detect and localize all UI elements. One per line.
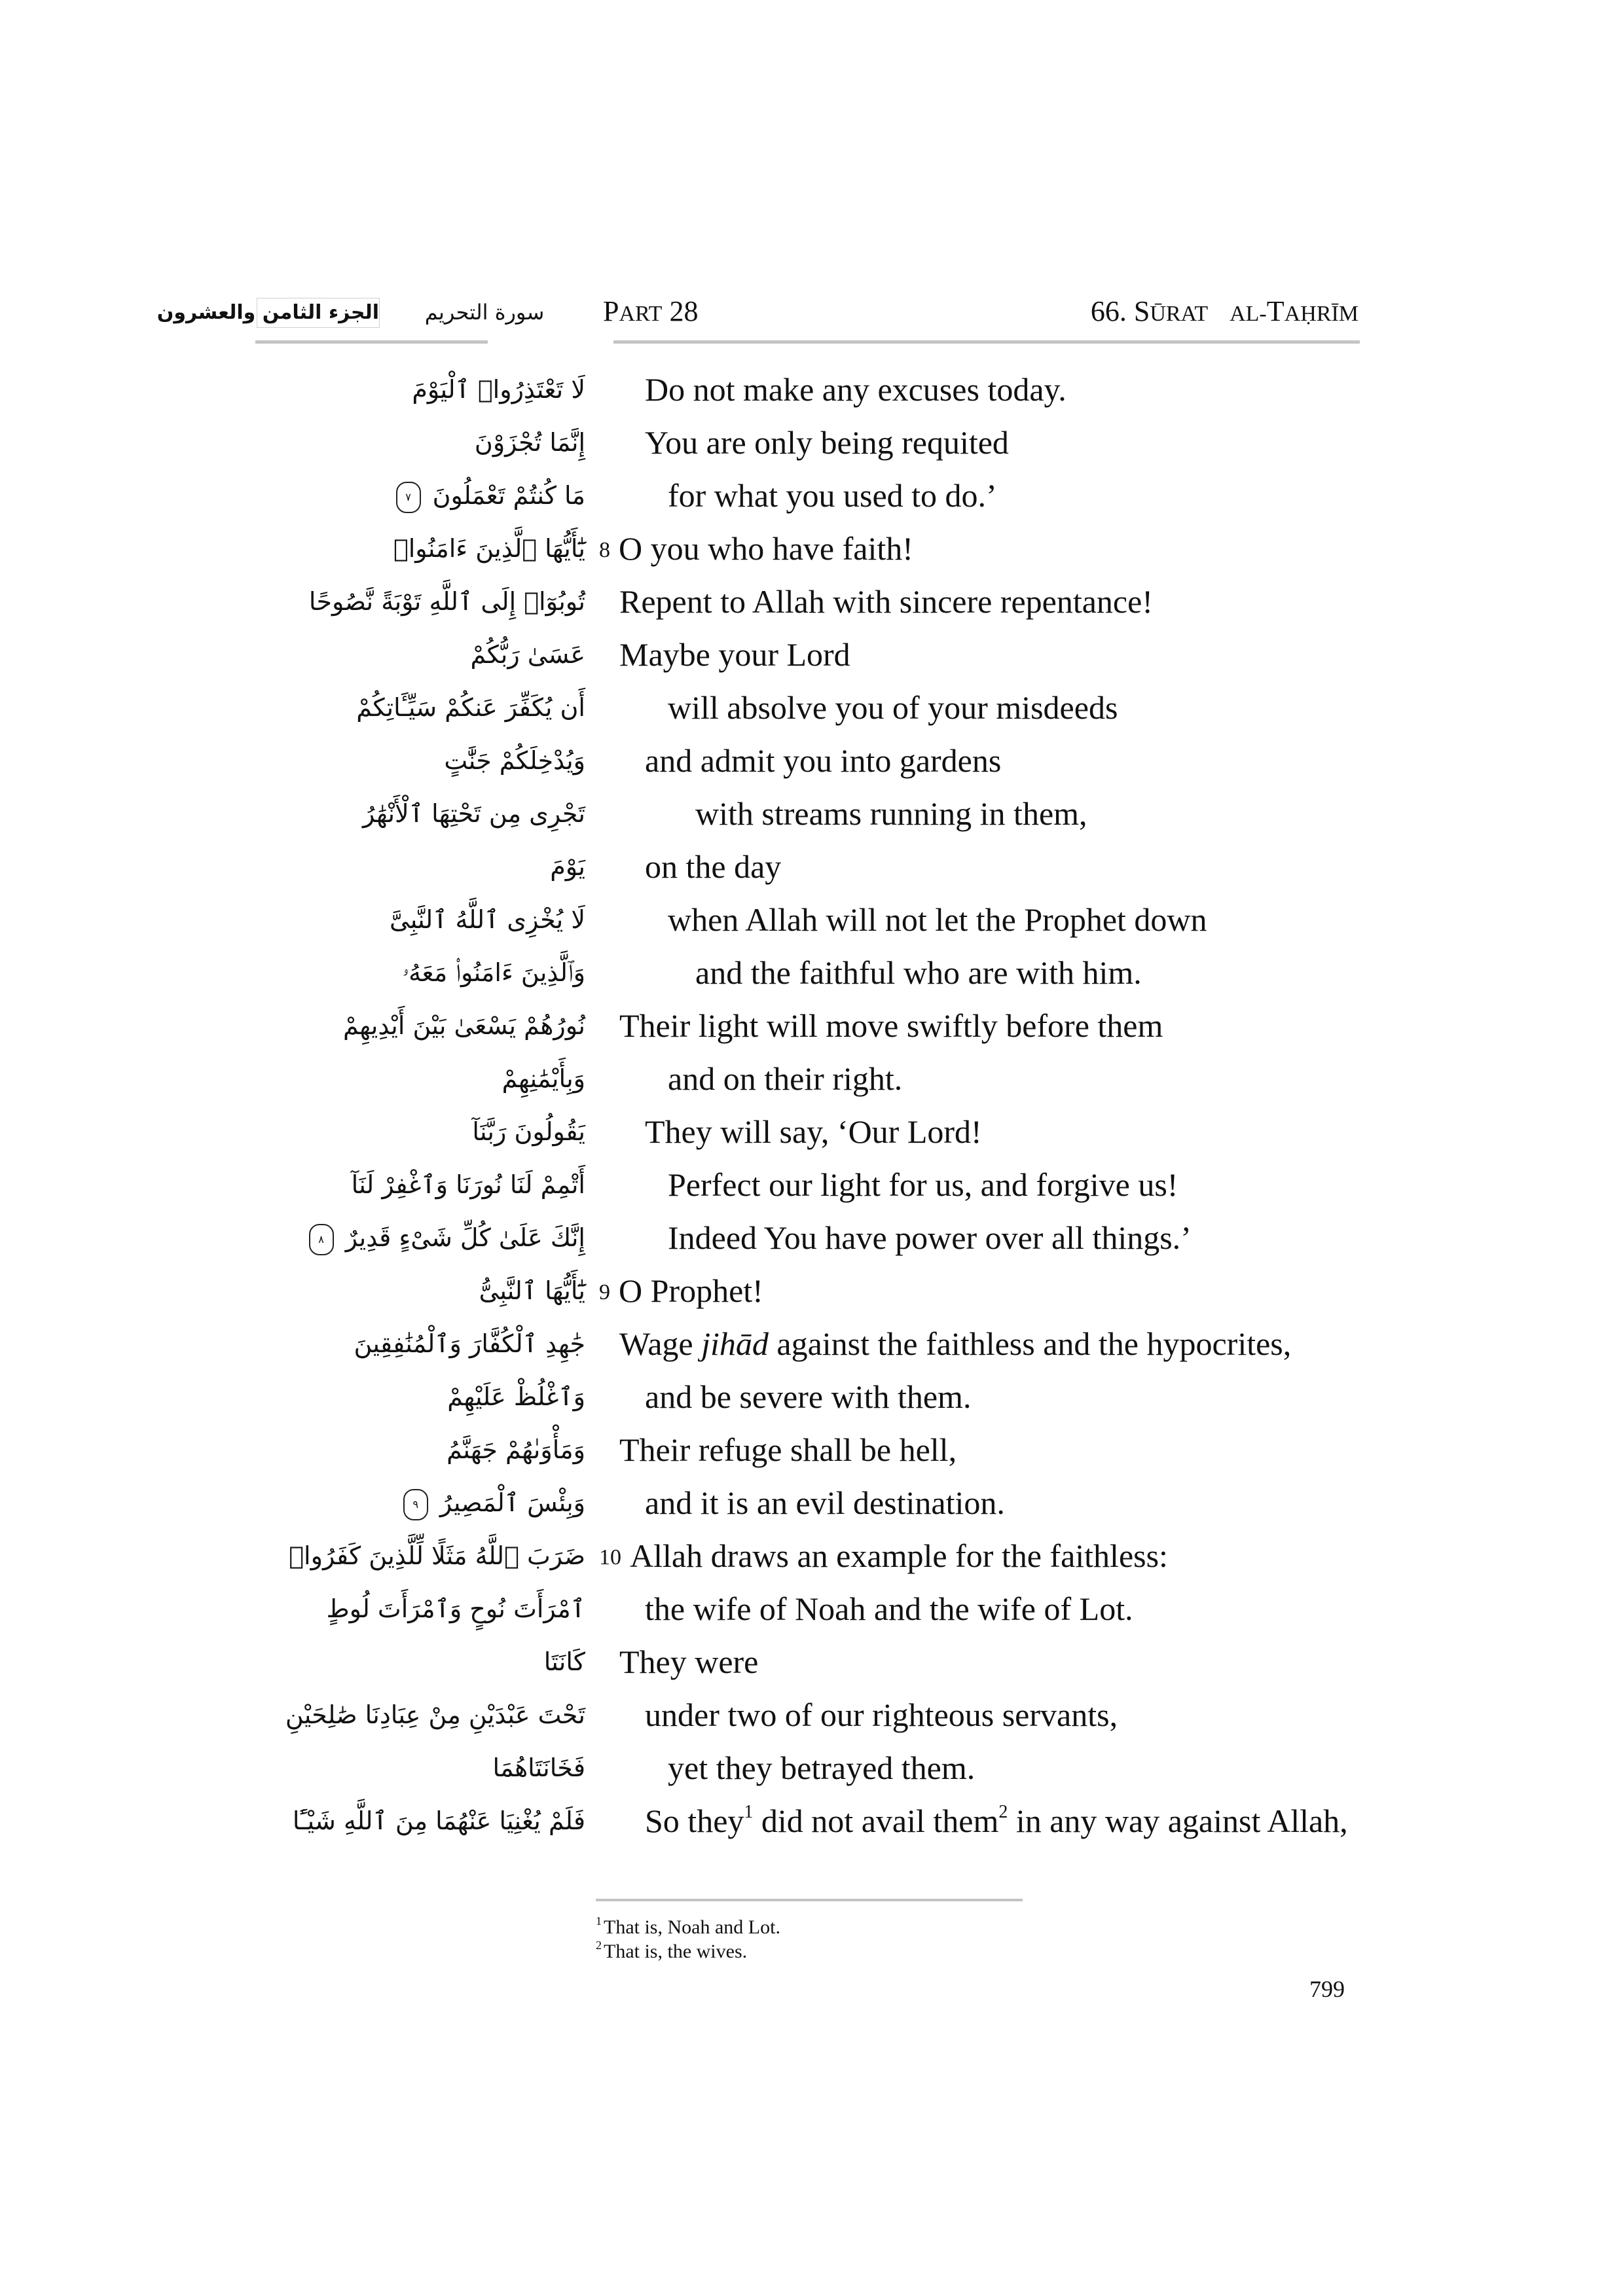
footnote-ref-2[interactable]: 2 bbox=[998, 1802, 1008, 1823]
ayah-end-marker: ٩ bbox=[403, 1489, 428, 1520]
footnote-text: That is, Noah and Lot. bbox=[604, 1916, 780, 1938]
part-number: 28 bbox=[669, 295, 699, 327]
english-text bbox=[645, 1795, 1348, 1847]
arabic-text: جَٰهِدِ ٱلْكُفَّارَ وَٱلْمُنَٰفِقِينَ bbox=[354, 1329, 585, 1358]
arabic-words: إِنَّكَ عَلَىٰ كُلِّ شَىْءٍ قَدِيرٌ bbox=[345, 1223, 585, 1252]
arabic-text: عَسَىٰ رَبُّكُمْ bbox=[470, 640, 585, 669]
english-text bbox=[619, 1318, 1291, 1370]
arabic-text: فَخَانَتَاهُمَا bbox=[492, 1753, 585, 1782]
english-text-c: in any way against Allah, bbox=[1008, 1803, 1348, 1839]
ayah-end-marker: ٧ bbox=[396, 482, 421, 513]
verse-line bbox=[0, 1742, 1623, 1794]
english-text: O Prophet! bbox=[619, 1272, 763, 1309]
arabic-words: وَبِئْسَ ٱلْمَصِيرُ bbox=[439, 1488, 585, 1517]
surah-number: 66. bbox=[1090, 295, 1127, 327]
arabic-text: يَٰٓأَيُّهَا ٱلَّذِينَ ءَامَنُوا۟ bbox=[393, 534, 585, 563]
english-text-post: against the faithless and the hypocrites, bbox=[768, 1325, 1292, 1362]
arabic-text: تَحْتَ عَبْدَيْنِ مِنْ عِبَادِنَا صَٰلِحَيْنِ bbox=[285, 1700, 585, 1729]
arabic-text: لَا يُخْزِى ٱللَّهُ ٱلنَّبِىَّ bbox=[390, 905, 585, 934]
english-text: and be severe with them. bbox=[645, 1378, 972, 1415]
verse-line bbox=[0, 1477, 1623, 1529]
english-text: Do not make any excuses today. bbox=[645, 371, 1067, 408]
verse-line bbox=[0, 1424, 1623, 1476]
english-text: on the day bbox=[645, 848, 782, 885]
surah-word-initial: S bbox=[1133, 295, 1150, 327]
verse-line bbox=[0, 734, 1623, 787]
verse-line bbox=[0, 681, 1623, 734]
verse-number: 10 bbox=[599, 1545, 621, 1570]
juz-title-arabic: الجزء الثامن والعشرون bbox=[257, 298, 380, 328]
verse-line bbox=[0, 1211, 1623, 1264]
footnote bbox=[596, 1939, 747, 1965]
verse-line bbox=[0, 840, 1623, 893]
surah-word-rest: ŪRAT bbox=[1150, 302, 1209, 326]
verse-line bbox=[0, 1318, 1623, 1370]
part-label bbox=[603, 293, 698, 332]
english-text: Allah draws an example for the faithless: bbox=[630, 1537, 1168, 1574]
english-text: You are only being requited bbox=[645, 424, 1009, 461]
english-text: the wife of Noah and the wife of Lot. bbox=[645, 1590, 1133, 1627]
arabic-text: يَوْمَ bbox=[550, 852, 585, 881]
verse-number: 9 bbox=[599, 1280, 610, 1304]
verse-line bbox=[0, 1105, 1623, 1158]
arabic-text: كَانَتَا bbox=[543, 1647, 585, 1676]
arabic-text: وَٱغْلُظْ عَلَيْهِمْ bbox=[447, 1382, 585, 1411]
footnote-ref-1[interactable]: 1 bbox=[744, 1802, 754, 1823]
arabic-text: أَتْمِمْ لَنَا نُورَنَا وَٱغْفِرْ لَنَآ bbox=[351, 1170, 585, 1199]
verse-number: 8 bbox=[599, 538, 610, 562]
arabic-text: يَٰٓأَيُّهَا ٱلنَّبِىُّ bbox=[479, 1276, 585, 1305]
verse-line bbox=[0, 1371, 1623, 1423]
verse-line bbox=[0, 787, 1623, 840]
english-text: when Allah will not let the Prophet down bbox=[668, 901, 1207, 938]
english-text: under two of our righteous servants, bbox=[645, 1696, 1118, 1733]
english-text: O you who have faith! bbox=[619, 530, 913, 567]
arabic-text: وَٱلَّذِينَ ءَامَنُوا۟ مَعَهُۥ bbox=[402, 958, 585, 987]
english-text-b: did not avail them bbox=[753, 1803, 999, 1839]
footnote bbox=[596, 1914, 780, 1941]
arabic-words: مَا كُنتُمْ تَعْمَلُونَ bbox=[432, 481, 585, 510]
english-text: Their refuge shall be hell, bbox=[619, 1431, 957, 1468]
verse-line bbox=[0, 1052, 1623, 1105]
english-text: Indeed You have power over all things.’ bbox=[668, 1219, 1192, 1256]
english-text: They will say, ‘Our Lord! bbox=[645, 1113, 982, 1150]
verse-line bbox=[0, 946, 1623, 999]
ayah-end-marker: ٨ bbox=[309, 1224, 334, 1255]
verse-line bbox=[0, 1795, 1623, 1847]
english-text: Repent to Allah with sincere repentance! bbox=[619, 583, 1153, 620]
english-text: and admit you into gardens bbox=[645, 742, 1002, 779]
english-text: for what you used to do.’ bbox=[668, 477, 997, 514]
footnote-mark: 2 bbox=[596, 1939, 602, 1952]
english-text: will absolve you of your misdeeds bbox=[668, 689, 1118, 726]
verse-line bbox=[0, 522, 1623, 575]
page-number: 799 bbox=[1309, 1976, 1345, 2002]
surah-title-english bbox=[1091, 293, 1359, 332]
english-text: and the faithful who are with him. bbox=[695, 954, 1142, 991]
surah-name-rest: AḤRĪM bbox=[1284, 302, 1359, 326]
arabic-text: يَقُولُونَ رَبَّنَآ bbox=[472, 1117, 585, 1146]
verse-line bbox=[0, 1530, 1623, 1582]
verse-line bbox=[0, 893, 1623, 946]
arabic-text: فَلَمْ يُغْنِيَا عَنْهُمَا مِنَ ٱللَّهِ شَيْـًٔا bbox=[292, 1806, 585, 1835]
footnote-text: That is, the wives. bbox=[604, 1941, 748, 1962]
surah-title-arabic: سورة التحريم bbox=[424, 300, 545, 325]
verse-line bbox=[0, 469, 1623, 522]
arabic-text: أَن يُكَفِّرَ عَنكُمْ سَيِّـَٔاتِكُمْ bbox=[356, 693, 585, 722]
english-text-a: So they bbox=[645, 1803, 744, 1839]
part-label-rest: ART bbox=[619, 302, 663, 326]
verse-line bbox=[0, 416, 1623, 469]
verse-line bbox=[0, 575, 1623, 628]
verse-line bbox=[0, 1583, 1623, 1635]
verse-line bbox=[0, 1689, 1623, 1741]
surah-name-prefix: AL- bbox=[1230, 302, 1267, 326]
arabic-text: نُورُهُمْ يَسْعَىٰ بَيْنَ أَيْدِيهِمْ bbox=[342, 1011, 585, 1040]
arabic-text bbox=[403, 1477, 585, 1529]
arabic-text: ضَرَبَ ٱللَّهُ مَثَلًا لِّلَّذِينَ كَفَرُوا۟ bbox=[289, 1541, 585, 1570]
arabic-text: وَيُدْخِلَكُمْ جَنَّٰتٍ bbox=[444, 746, 585, 775]
arabic-text: إِنَّمَا تُجْزَوْنَ bbox=[474, 428, 585, 457]
arabic-text: وَبِأَيْمَٰنِهِمْ bbox=[501, 1064, 585, 1093]
english-text-italic: jihād bbox=[701, 1325, 769, 1362]
verse-line bbox=[0, 999, 1623, 1052]
part-label-initial: P bbox=[603, 295, 619, 327]
english-text: yet they betrayed them. bbox=[668, 1749, 976, 1786]
footnote-mark: 1 bbox=[596, 1914, 602, 1928]
arabic-text bbox=[396, 469, 586, 522]
english-text: and on their right. bbox=[668, 1060, 903, 1097]
verse-line bbox=[0, 628, 1623, 681]
verse-line bbox=[0, 1636, 1623, 1688]
arabic-text: تَجْرِى مِن تَحْتِهَا ٱلْأَنْهَٰرُ bbox=[363, 799, 585, 828]
arabic-text: ٱمْرَأَتَ نُوحٍ وَٱمْرَأَتَ لُوطٍ bbox=[326, 1594, 585, 1623]
english-text: and it is an evil destination. bbox=[645, 1484, 1005, 1521]
header-rule-right bbox=[613, 340, 1360, 344]
verse-line bbox=[0, 1265, 1623, 1317]
arabic-text bbox=[309, 1211, 585, 1264]
arabic-text: وَمَأْوَىٰهُمْ جَهَنَّمُ bbox=[447, 1435, 585, 1464]
english-text: They were bbox=[619, 1643, 759, 1680]
footnote-rule bbox=[596, 1899, 1023, 1901]
verse-line bbox=[0, 1158, 1623, 1211]
verse-line bbox=[0, 363, 1623, 416]
english-text: with streams running in them, bbox=[695, 795, 1087, 832]
english-text: Maybe your Lord bbox=[619, 636, 850, 673]
surah-name-initial: T bbox=[1266, 295, 1285, 327]
english-text: Perfect our light for us, and forgive us! bbox=[668, 1166, 1178, 1203]
header-rule-left bbox=[255, 340, 488, 344]
english-text-pre: Wage bbox=[619, 1325, 702, 1362]
arabic-text: لَا تَعْتَذِرُوا۟ ٱلْيَوْمَ bbox=[412, 375, 585, 404]
arabic-text: تُوبُوٓا۟ إِلَى ٱللَّهِ تَوْبَةً نَّصُوحًا bbox=[308, 587, 585, 616]
english-text: Their light will move swiftly before them bbox=[619, 1007, 1163, 1044]
